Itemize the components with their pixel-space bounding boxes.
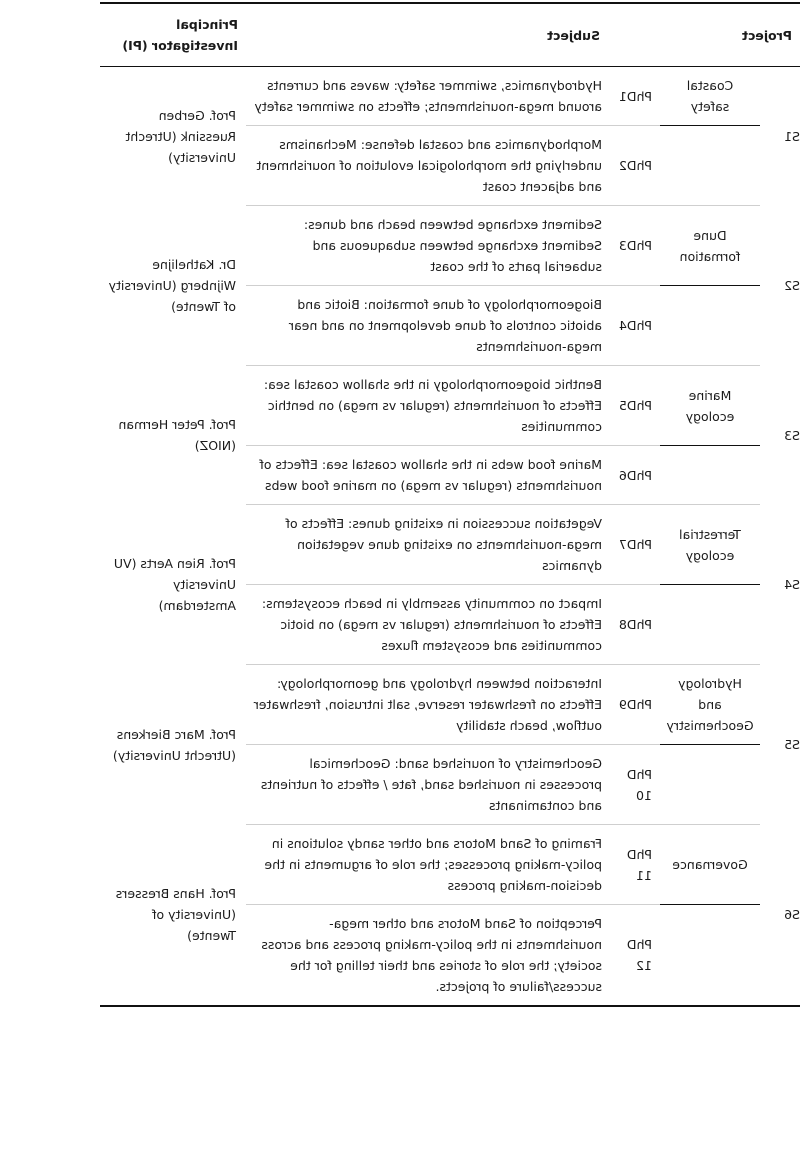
phd-label: PhD5: [608, 366, 660, 446]
header-project: Project: [660, 3, 800, 67]
subject-text: Biogeomorphology of dune formation: Biotic and abiotic controls of dune development on and near mega-nourishments: [246, 286, 608, 366]
project-name: Marine ecology: [660, 366, 760, 446]
table-row: [100, 206, 800, 286]
project-name: [660, 745, 760, 825]
project-name: Terrestrial ecology: [660, 505, 760, 585]
subject-text: Perception of Sand Motors and other mega-nourishments in the policy-making process and across society; the role of stories and their telling for the success/failure of projects.: [261, 916, 602, 994]
table-body: [100, 67, 800, 1007]
phd-label: PhD8: [608, 585, 660, 665]
table-row: [100, 67, 800, 126]
phd-label: PhD3: [608, 206, 660, 286]
table-row: [100, 825, 800, 905]
phd-label: PhD 12: [626, 937, 652, 973]
table-row: [100, 505, 800, 585]
project-name: Governance: [660, 825, 760, 905]
principal-investigator: Prof. Peter Herman (NIOZ): [118, 417, 236, 453]
phd-label: PhD4: [608, 286, 660, 366]
subject-text: Marine food webs in the shallow coastal sea: Effects of nourishments (regular vs mega) on marine food webs: [246, 446, 608, 505]
phd-label: PhD6: [608, 446, 660, 505]
phd-label: PhD 10: [608, 745, 660, 825]
project-name: Hydrology and Geochemistry: [660, 665, 760, 745]
subject-text: Geochemistry of nourished sand: Geochemical processes in nourished sand, fate / effects of nutrients and contaminants: [246, 745, 608, 825]
subject-text: Impact on community assembly in beach ecosystems: Effects of nourishments (regular vs mega) on biotic communities and ecosystem fluxes: [246, 585, 608, 665]
project-name: [660, 286, 760, 366]
principal-investigator: Dr. Kathelijne Wijnberg (University of Twente): [108, 257, 236, 314]
phd-label: PhD7: [608, 505, 660, 585]
principal-investigator: Prof. Gerben Ruessink (Utrecht University): [125, 107, 236, 165]
subject-text: Sediment exchange between beach and dunes: Sediment exchange between subaqueous and subaerial parts of the coast: [246, 206, 608, 286]
phd-label: PhD9: [608, 665, 660, 745]
project-id: S5: [784, 737, 800, 752]
project-id: S4: [784, 577, 800, 592]
project-id: S3: [784, 427, 800, 443]
subject-text: Benthic biogeomorphology in the shallow coastal sea: Effects of nourishments (regular vs mega) on benthic communities: [246, 366, 608, 446]
subject-text: Hydrodynamics, swimmer safety: waves and currents around mega-nourishments; effects on swimmer safety: [246, 67, 608, 126]
project-name: [660, 585, 760, 665]
project-id: S2: [784, 278, 800, 293]
subject-text: Interaction between hydrology and geomorphology: Effects on freshwater reserve, salt intrusion, freshwater outflow, beach stability: [246, 665, 608, 745]
phd-label: PhD2: [608, 126, 660, 206]
project-id: S1: [784, 128, 800, 144]
phd-label: PhD1: [608, 67, 660, 126]
project-table: [100, 2, 800, 1007]
subject-text: Framing of Sand Motors and other sandy solutions in policy-making processes; the role of arguments in the decision-making process: [246, 825, 608, 905]
phd-label: PhD 11: [608, 825, 660, 905]
table-row: [100, 665, 800, 745]
table-row: [100, 366, 800, 446]
project-name: Dune formation: [660, 206, 760, 286]
principal-investigator: Prof. Rien Aerts (VU University Amsterdam): [113, 556, 236, 613]
header-row: [100, 3, 800, 67]
subject-text: Morphodynamics and coastal defense: Mechanisms underlying the morphological evolution of nourishment and adjacent coast: [246, 126, 608, 206]
header-subject: Subject: [246, 3, 660, 67]
subject-text: Vegetation succession in existing dunes: Effects of mega-nourishments on existing dune vegetation dynamics: [246, 505, 608, 585]
project-name: [660, 905, 760, 1007]
project-name: Coastal safety: [660, 67, 760, 126]
header-pi: Principal Investigator (PI): [100, 3, 246, 67]
principal-investigator: Prof. Marc Bierkens (Utrecht University): [112, 726, 236, 763]
principal-investigator: Prof. Hans Bressers (University of Twente): [115, 886, 236, 944]
project-name: [660, 446, 760, 505]
project-name: [660, 126, 760, 206]
project-id: S6: [784, 907, 800, 923]
